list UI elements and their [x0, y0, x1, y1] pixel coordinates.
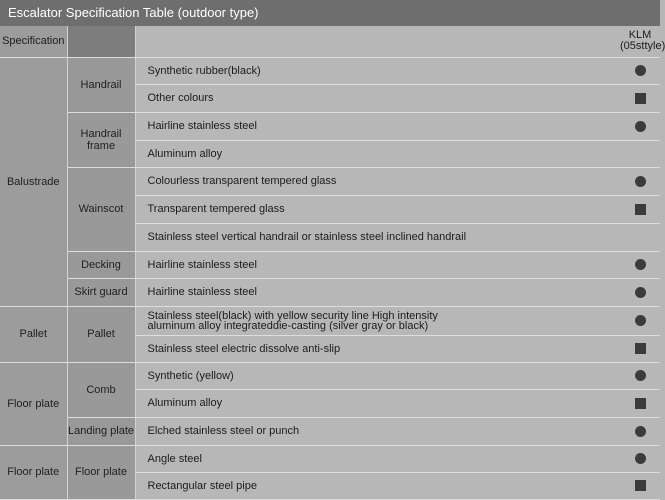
subcategory-decking: Decking: [67, 251, 135, 278]
category-pallet: Pallet: [0, 306, 67, 362]
row-mark: [620, 140, 660, 167]
header-klm-line1: KLM: [628, 29, 652, 42]
row-description: Transparent tempered glass: [135, 195, 620, 223]
row-mark: [620, 57, 660, 84]
category-floor-plate: Floor plate: [0, 362, 67, 445]
row-description: Hairline stainless steel: [135, 251, 620, 278]
table-row: [0, 362, 660, 389]
subcategory-skirt-guard: Skirt guard: [67, 278, 135, 306]
table-row: [0, 417, 660, 445]
row-mark: [620, 362, 660, 389]
row-description: Angle steel: [135, 445, 620, 472]
circle-mark-icon: [635, 259, 646, 270]
subcategory-handrail: Handrail: [67, 57, 135, 112]
circle-mark-icon: [635, 121, 646, 132]
row-mark: [620, 389, 660, 417]
row-mark: [620, 167, 660, 195]
table-row: [0, 278, 660, 306]
row-description: Hairline stainless steel: [135, 278, 620, 306]
row-mark: [620, 278, 660, 306]
square-mark-icon: [635, 204, 646, 215]
row-description: Synthetic (yellow): [135, 362, 620, 389]
table-row: [0, 112, 660, 140]
subcategory-pallet: Pallet: [67, 306, 135, 362]
table-row: [0, 57, 660, 84]
table-header-row: [0, 26, 660, 57]
square-mark-icon: [635, 343, 646, 354]
row-description: [135, 306, 620, 335]
circle-mark-icon: [635, 426, 646, 437]
header-klm: [620, 26, 665, 57]
row-description-line: aluminum alloy integrateddie-casting (silver gray or black): [147, 319, 429, 332]
row-mark: [620, 335, 660, 362]
table-row: [0, 306, 660, 335]
table-row: [0, 445, 660, 472]
row-description: Stainless steel vertical handrail or stainless steel inclined handrail: [135, 223, 620, 251]
row-mark: [620, 306, 660, 335]
table-row: [0, 167, 660, 195]
square-mark-icon: [635, 93, 646, 104]
subcategory-comb: Comb: [67, 362, 135, 417]
row-description: Rectangular steel pipe: [135, 472, 620, 499]
subcategory-floor-plate: Floor plate: [67, 445, 135, 499]
subcategory-landing-plate: Landing plate: [67, 417, 135, 445]
table-title: Escalator Specification Table (outdoor type): [0, 0, 660, 26]
row-description-line: Stainless steel(black) with yellow security line High intensity: [147, 309, 438, 322]
row-description: Synthetic rubber(black): [135, 57, 620, 84]
header-description-blank: [135, 26, 620, 57]
header-klm-line2: (05sttyle): [620, 40, 665, 53]
circle-mark-icon: [635, 370, 646, 381]
subcategory-handrail-frame: Handrail frame: [67, 112, 135, 167]
category-balustrade: Balustrade: [0, 57, 67, 306]
circle-mark-icon: [635, 287, 646, 298]
header-subcategory-blank: [67, 26, 135, 57]
row-description: Stainless steel electric dissolve anti-slip: [135, 335, 620, 362]
subcategory-wainscot: Wainscot: [67, 167, 135, 251]
row-mark: [620, 472, 660, 499]
row-description: Elched stainless steel or punch: [135, 417, 620, 445]
row-description: Colourless transparent tempered glass: [135, 167, 620, 195]
circle-mark-icon: [635, 453, 646, 464]
row-mark: [620, 84, 660, 112]
row-description: Hairline stainless steel: [135, 112, 620, 140]
row-mark: [620, 417, 660, 445]
row-mark: [620, 195, 660, 223]
row-description: Aluminum alloy: [135, 140, 620, 167]
escalator-spec-table: [0, 26, 665, 500]
category-floor-plate-2: Floor plate: [0, 445, 67, 499]
row-mark: [620, 251, 660, 278]
row-description: Aluminum alloy: [135, 389, 620, 417]
square-mark-icon: [635, 480, 646, 491]
row-mark: [620, 112, 660, 140]
circle-mark-icon: [635, 315, 646, 326]
circle-mark-icon: [635, 176, 646, 187]
header-specification: Specification: [0, 26, 67, 57]
row-mark: [620, 223, 660, 251]
circle-mark-icon: [635, 65, 646, 76]
row-mark: [620, 445, 660, 472]
square-mark-icon: [635, 398, 646, 409]
row-description: Other colours: [135, 84, 620, 112]
table-row: [0, 251, 660, 278]
